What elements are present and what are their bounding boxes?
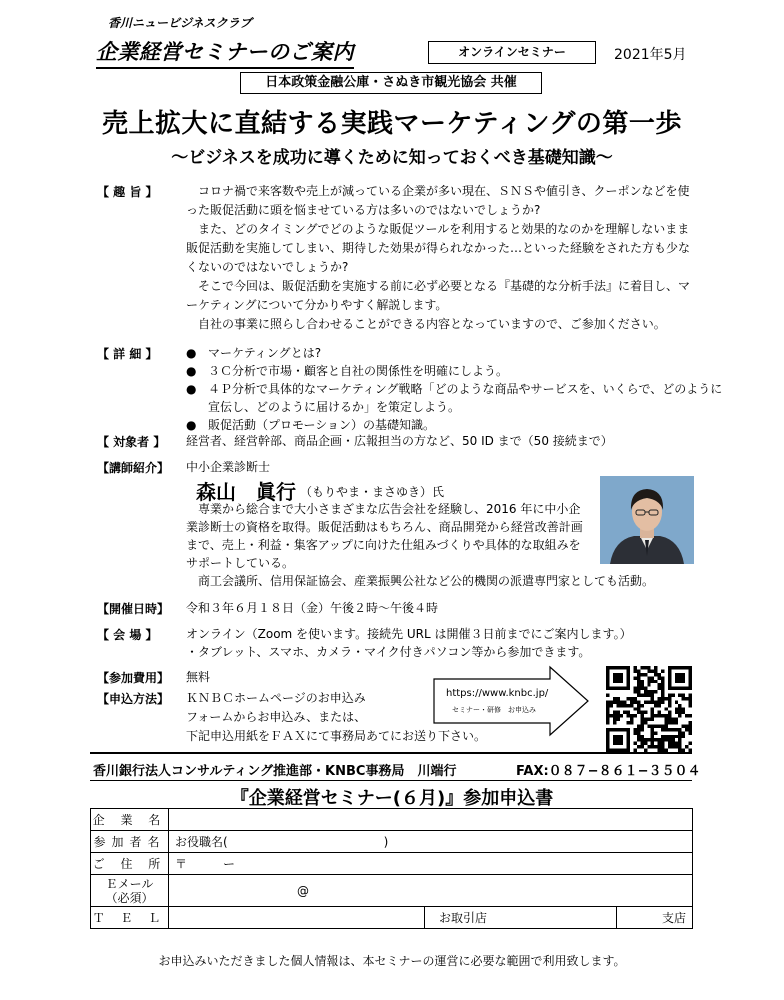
page-title: 企業経営セミナーのご案内 [96,36,354,69]
application-form [90,808,693,929]
lecturer-title: 中小企業診断士 [186,460,271,474]
sponsor-box: 日本政策金融公庫・さぬき市観光協会 共催 [240,72,542,94]
list-item: ● 販促活動（プロモーション）の基礎知識。 [186,416,726,434]
arrow-right-icon [432,665,592,737]
list-item: ● ４Ｐ分析で具体的なマーケティング戦略「どのような商品やサービスを、いくらで、どのように宣伝し、どのように届けるか」を策定しよう。 [186,380,726,416]
details-list [186,344,726,434]
qr-code-icon[interactable] [606,666,692,752]
address-field[interactable] [169,853,693,875]
lecturer-bio: 専業から総合まで大小さまざまな広告会社を経験し、2016 年に中小企業診断士の資格を取得。販促活動はもちろん、商品開発から経営改善計画まで、売上・利益・集客アップに向けた仕組みづくりや具体的な取組みをサポートしている。 [186,502,583,570]
website-link-caption: セミナー・研修 お申込み [452,706,536,714]
position-hint: お役職名( ) [175,835,389,849]
tel-field[interactable] [169,907,425,929]
apply-label: 【申込方法】 [97,692,170,706]
company-field[interactable] [169,809,693,831]
purpose-paragraph: そこで今回は、販促活動を実施する前に必ず必要となる『基礎的な分析手法』に着目し、マーケティングについて分かりやすく解説します。 [186,279,691,312]
form-title: 『企業経営セミナー(６月)』参加申込書 [230,788,554,809]
privacy-note: お申込みいただきました個人情報は、本セミナーの運営に必要な範囲で利用致します。 [158,954,626,968]
at-sign: @ [297,883,309,898]
fax-number: FAX:０８７−８６１−３５０４ [516,764,701,779]
apply-line-3: 下記申込用紙をＦＡＸにて事務局あてにお送り下さい。 [186,729,487,743]
office-name: 香川銀行法人コンサルティング推進部・KNBC事務局 川端行 [93,764,457,779]
apply-line-2: フォームからお申込み、または、 [186,710,367,724]
lecturer-bio-2: 商工会議所、信用保証協会、産業振興公社など公的機関の派遣専門家としても活動。 [198,574,655,588]
list-item: ● マーケティングとは? [186,344,726,362]
purpose-paragraph: 自社の事業に照らし合わせることができる内容となっていますので、ご参加ください。 [198,317,666,331]
email-label-line-1: Ｅメール [105,876,154,891]
email-label [91,875,169,907]
issue-date: 2021年5月 [614,47,687,63]
audience-label: 【 対象者 】 [97,435,166,449]
lecturer-photo [600,476,694,564]
divider [90,752,692,754]
tel-label: Ｔ Ｅ Ｌ [91,907,169,929]
divider [90,780,692,781]
purpose-paragraph: コロナ禍で来客数や売上が減っている企業が多い現在、ＳＮＳや値引き、クーポンなどを使った販促活動に頭を悩ませている方は多いのではないでしょうか? [186,184,690,217]
company-label: 企 業 名 [91,809,169,831]
apply-line-1: ＫＮＢＣホームページのお申込み [186,691,366,705]
fee-label: 【参加費用】 [97,671,170,685]
headline: 売上拡大に直結する実践マーケティングの第一歩 [102,109,682,139]
branch-label: 支店 [661,911,686,925]
branch-field[interactable] [617,907,693,929]
purpose-label: 【 趣 旨 】 [97,185,158,199]
details-label: 【 詳 細 】 [97,347,158,361]
lecturer-name: 森山 眞行 [196,480,296,504]
venue-label: 【 会 場 】 [97,628,158,642]
email-label-line-2: （必須） [105,890,154,905]
venue-line-2: ・タブレット、スマホ、カメラ・マイク付きパソコン等から参加できます。 [186,645,591,659]
audience-text: 経営者、経営幹部、商品企画・広報担当の方など、50 ID まで（50 接続まで） [186,434,613,448]
postal-mark: 〒 ー [175,857,236,871]
website-link[interactable]: https://www.knbc.jp/ [446,688,549,699]
club-name: 香川ニュービジネスクラブ [108,16,252,30]
schedule-text: 令和３年６月１８日（金）午後２時〜午後４時 [186,601,439,615]
bank-field[interactable] [425,907,617,929]
format-badge: オンラインセミナー [428,41,596,64]
participant-label: 参加者名 [91,831,169,853]
subheadline: 〜ビジネスを成功に導くために知っておくべき基礎知識〜 [171,148,613,168]
list-item: ● ３Ｃ分析で市場・顧客と自社の関係性を明確にしよう。 [186,362,726,380]
purpose-text [186,182,698,334]
bank-label: お取引店 [439,911,488,925]
venue-line-1: オンライン（Zoom を使います。接続先 URL は開催３日前までにご案内します。） [186,627,632,641]
lecturer-reading: （もりやま・まさゆき）氏 [300,485,445,499]
person-photo-icon [600,476,694,564]
email-field[interactable] [169,875,693,907]
participant-field[interactable] [169,831,693,853]
lecturer-label: 【講師紹介】 [97,461,170,475]
fee-text: 無料 [186,670,211,684]
office-info [93,760,701,779]
schedule-label: 【開催日時】 [97,602,170,616]
address-label: ご 住 所 [91,853,169,875]
purpose-paragraph: また、どのタイミングでどのような販促ツールを利用すると効果的なのかを理解しないまま販促活動を実施してしまい、期待した効果が得られなかった…といった経験をされた方も少なくないのではないでしょうか? [186,222,691,274]
